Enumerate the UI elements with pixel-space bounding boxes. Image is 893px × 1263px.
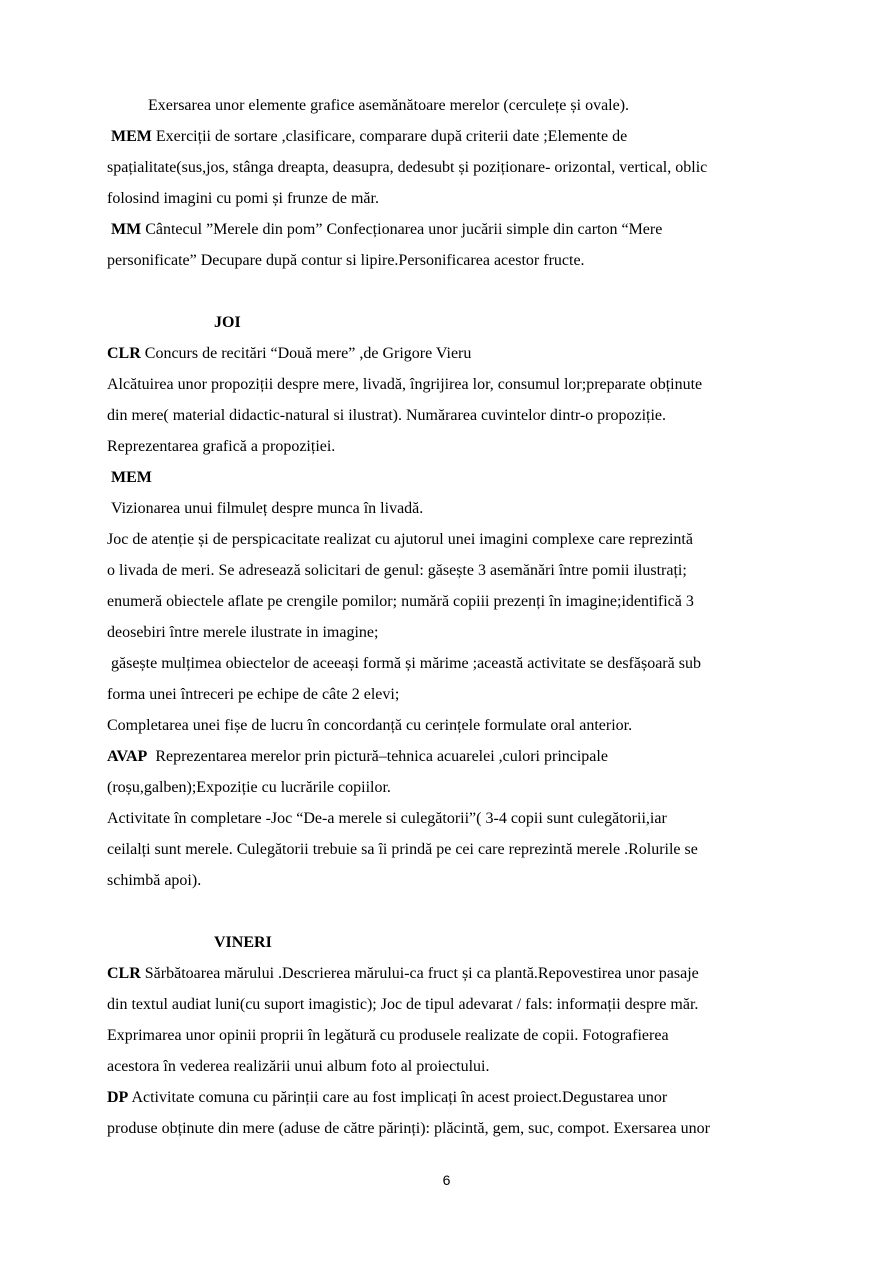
paragraph-line: produse obținute din mere (aduse de către părinți): plăcintă, gem, suc, compot. Exersarea unor [107, 1120, 710, 1137]
paragraph-line: AVAP Reprezentarea merelor prin pictură–tehnica acuarelei ,culori principale [107, 748, 608, 765]
paragraph-line: enumeră obiectele aflate pe crengile pomilor; numără copiii prezenți în imagine;identifică 3 [107, 593, 694, 610]
blank-line [107, 276, 807, 307]
paragraph-line: MM Cântecul ”Merele din pom” Confecționarea unor jucării simple din carton “Mere [111, 221, 663, 238]
paragraph-line: Vizionarea unui filmuleț despre munca în livadă. [111, 500, 424, 517]
paragraph-line: DP Activitate comuna cu părinții care au fost implicați în acest proiect.Degustarea unor [107, 1089, 668, 1106]
paragraph-line: o livada de meri. Se adresează solicitari de genul: găsește 3 asemănări între pomii ilustrați; [107, 562, 687, 579]
paragraph-line: personificate” Decupare după contur si lipire.Personificarea acestor fructe. [107, 252, 585, 269]
subject-label: AVAP [107, 748, 148, 765]
subject-label: MM [111, 221, 142, 238]
paragraph-line: spațialitate(sus,jos, stânga dreapta, deasupra, dedesubt și poziționare- orizontal, vertical, oblic [107, 159, 708, 176]
subject-label: DP [107, 1089, 129, 1106]
paragraph-line: Exersarea unor elemente grafice asemănătoare merelor (cerculețe și ovale). [148, 97, 630, 114]
paragraph-line: ceilalți sunt merele. Culegătorii trebuie sa îi prindă pe cei care reprezintă merele .Rolurile se [107, 841, 698, 858]
paragraph-line: găsește mulțimea obiectelor de aceeași formă și mărime ;această activitate se desfășoară sub [111, 655, 701, 672]
paragraph-line: schimbă apoi). [107, 872, 202, 889]
blank-line [107, 896, 807, 927]
subject-label: CLR [107, 965, 141, 982]
paragraph-line: CLR Sărbătoarea mărului .Descrierea mărului-ca fruct și ca plantă.Repovestirea unor pasaje [107, 965, 699, 982]
paragraph-line: forma unei întreceri pe echipe de câte 2 elevi; [107, 686, 400, 703]
paragraph-line: acestora în vederea realizării unui album foto al proiectului. [107, 1058, 490, 1075]
paragraph-line: Alcătuirea unor propoziții despre mere, livadă, îngrijirea lor, consumul lor;preparate obținute [107, 376, 703, 393]
paragraph-line: Completarea unei fișe de lucru în concordanță cu cerințele formulate oral anterior. [107, 717, 633, 734]
paragraph-line: (roșu,galben);Expoziție cu lucrările copiilor. [107, 779, 391, 796]
paragraph-line: Joc de atenție și de perspicacitate realizat cu ajutorul unei imagini complexe care reprezintă [107, 531, 693, 548]
paragraph-line: Reprezentarea grafică a propoziției. [107, 438, 336, 455]
paragraph-line: folosind imagini cu pomi și frunze de măr. [107, 190, 379, 207]
paragraph-line [107, 462, 807, 493]
page-number: 6 [442, 1172, 451, 1188]
day-heading-joi: JOI [214, 314, 241, 331]
subject-label: MEM [111, 128, 152, 145]
subject-label: MEM [111, 469, 152, 486]
subject-label: CLR [107, 345, 141, 362]
paragraph-line: CLR Concurs de recitări “Două mere” ,de Grigore Vieru [107, 345, 472, 362]
paragraph-line: din mere( material didactic-natural si ilustrat). Numărarea cuvintelor dintr-o propoziție. [107, 407, 667, 424]
paragraph-line: din textul audiat luni(cu suport imagistic); Joc de tipul adevarat / fals: informații despre măr. [107, 996, 699, 1013]
paragraph-line: MEM Exerciții de sortare ,clasificare, comparare după criterii date ;Elemente de [111, 128, 628, 145]
paragraph-line: Activitate în completare -Joc “De-a merele si culegătorii”( 3-4 copii sunt culegătorii,iar [107, 810, 667, 827]
body-text [107, 90, 807, 1144]
day-heading-vineri: VINERI [214, 934, 272, 951]
paragraph-line: deosebiri între merele ilustrate in imagine; [107, 624, 379, 641]
paragraph-line: Exprimarea unor opinii proprii în legătură cu produsele realizate de copii. Fotografierea [107, 1027, 669, 1044]
